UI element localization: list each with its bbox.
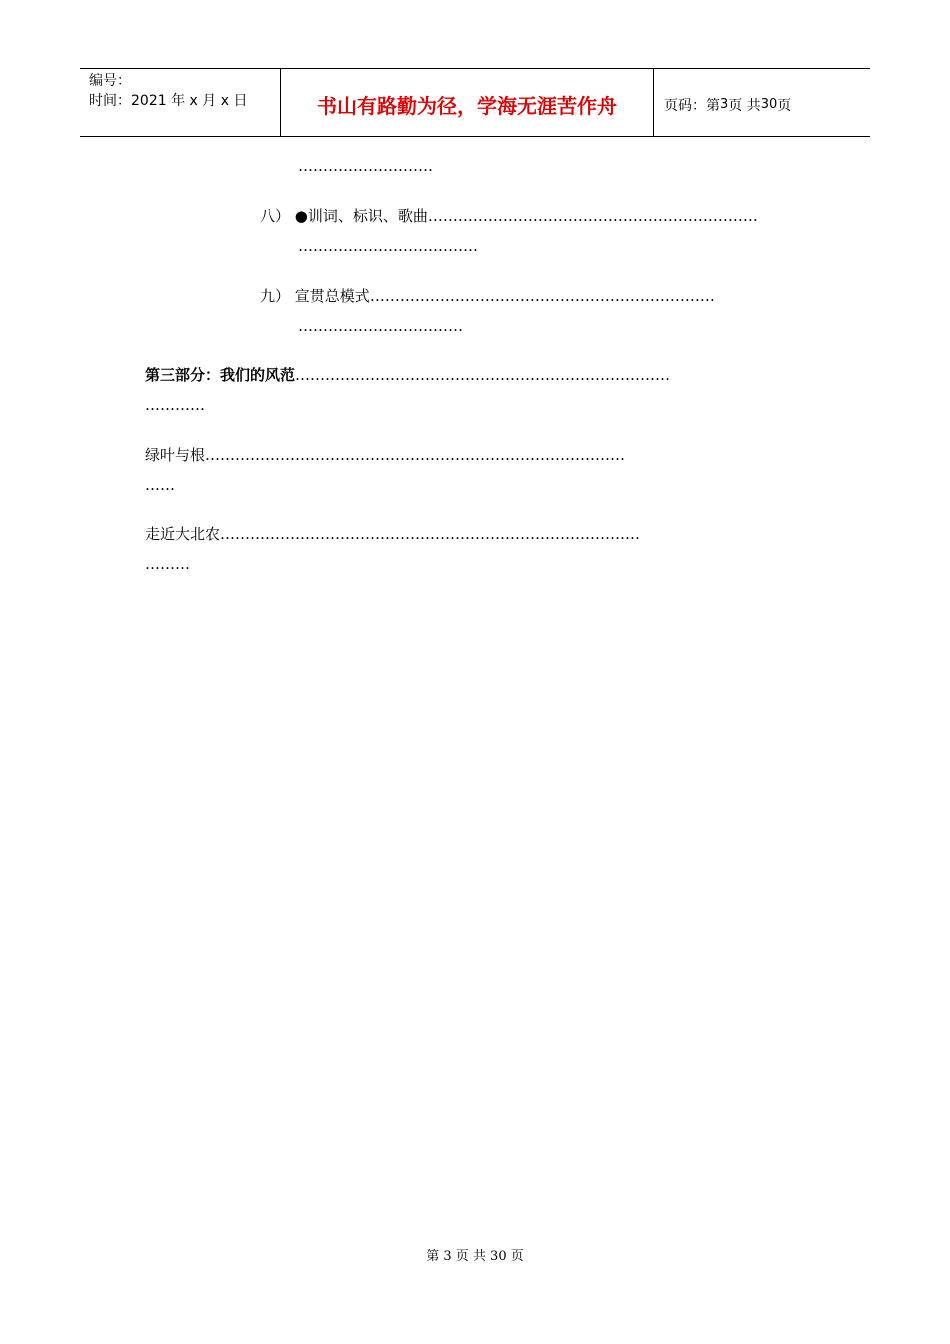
document-number-label: 编号： bbox=[89, 73, 131, 89]
toc-part-3 bbox=[145, 364, 670, 385]
toc-part-3-leader-cont: ………… bbox=[145, 396, 205, 414]
page-header bbox=[80, 68, 870, 137]
toc-entry-dabeinong-leader: ………………………………………………………………………… bbox=[220, 525, 641, 543]
toc-entry-8-leader: ………………………………………………………… bbox=[427, 207, 758, 225]
toc-entry-green-leaf-title: 绿叶与根 bbox=[145, 446, 206, 464]
page-prefix: 页码：第 bbox=[664, 97, 720, 114]
toc-entry-green-leaf bbox=[145, 444, 625, 465]
toc-entry-8-number: 八） bbox=[260, 207, 291, 225]
toc-entry-8-title: ●训词、标识、歌曲 bbox=[294, 207, 428, 225]
toc-entry-dabeinong-title: 走近大北农 bbox=[145, 525, 221, 543]
toc-entry-9-leader-cont: …………………………… bbox=[298, 317, 463, 335]
toc-entry-green-leaf-leader: ………………………………………………………………………… bbox=[205, 446, 626, 464]
toc-entry-8 bbox=[260, 205, 758, 226]
toc-entry-9-title: 宣贯总模式 bbox=[294, 287, 370, 305]
page-total: 30 bbox=[760, 97, 778, 112]
toc-part-3-leader: ………………………………………………………………… bbox=[295, 366, 671, 384]
page-current: 3 bbox=[720, 97, 729, 112]
document-date: 时间：2021 年 x 月 x 日 bbox=[89, 93, 248, 109]
toc-entry-dabeinong bbox=[145, 523, 640, 544]
header-page-info bbox=[654, 69, 870, 136]
toc-entry-green-leaf-leader-cont: …… bbox=[145, 476, 175, 494]
page-suffix: 页 bbox=[777, 97, 792, 114]
header-motto: 书山有路勤为径，学海无涯苦作舟 bbox=[281, 69, 654, 136]
header-meta bbox=[80, 69, 281, 136]
toc-entry-8-leader-cont: ……………………………… bbox=[298, 237, 478, 255]
toc-entry-dabeinong-leader-cont: ……… bbox=[145, 555, 190, 573]
toc-continuation-line: ……………………… bbox=[298, 157, 433, 175]
toc-entry-9-leader: …………………………………………………………… bbox=[369, 287, 715, 305]
toc-entry-9-number: 九） bbox=[260, 287, 291, 305]
toc-entry-9 bbox=[260, 285, 715, 306]
page-mid: 页 共 bbox=[728, 97, 761, 114]
toc-part-3-title: 第三部分：我们的风范 bbox=[145, 366, 296, 384]
page-footer: 第 3 页 共 30 页 bbox=[426, 1249, 524, 1264]
